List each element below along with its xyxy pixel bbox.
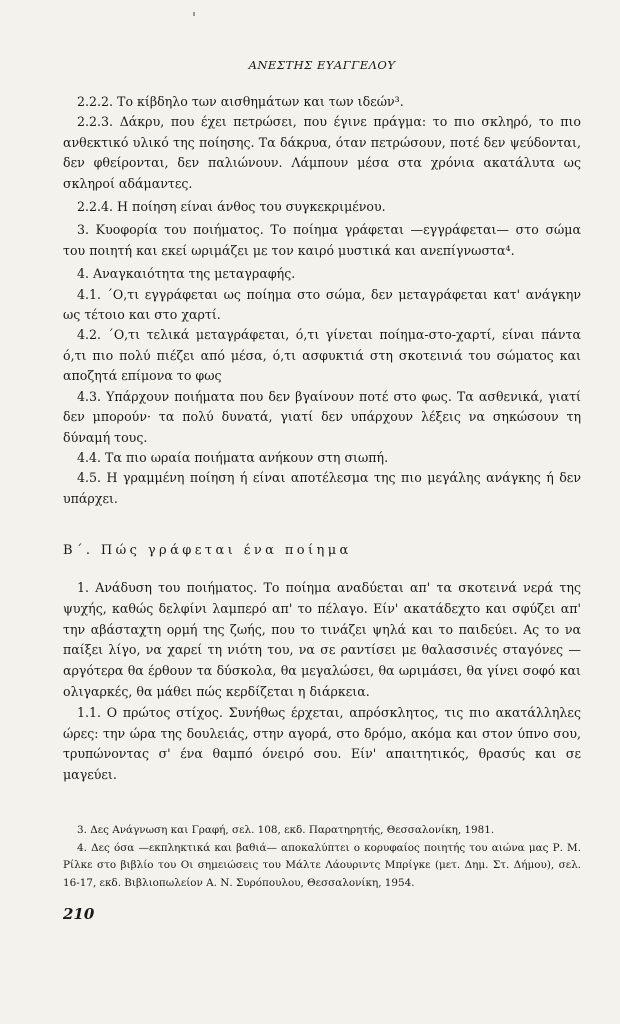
paragraph-4-2: 4.2. ΄Ο,τι τελικά μεταγράφεται, ό,τι γίνεται ποίημα-στο-χαρτί, είναι πάντα ό,τι πιο πολύ πιέζει από μέσα, ό,τι ασφυκτιά στη σκοτεινιά του σώματος και αποζητά επίμονα το φως xyxy=(63,327,581,384)
paragraph-2-2-4: 2.2.4. Η ποίηση είναι άνθος του συγκεκριμένου. xyxy=(77,199,386,215)
paragraph-2-2-3: 2.2.3. Δάκρυ, που έχει πετρώσει, που έγινε πράγμα: το πιο σκληρό, το πιο ανθεκτικό υλικό της ποίησης. Τα δάκρυα, όταν πετρώσουν, ποτέ δεν ψεύδονται, δεν φθείρονται, δεν παλιώνουν. Λάμπουν μέσα στα χρόνια ακατάλυτα ως σκληροί αδάμαντες. xyxy=(63,114,581,191)
page-number: 210 xyxy=(63,905,95,923)
section-title: Β΄. Πώς γράφεται ένα ποίημα xyxy=(63,543,352,558)
section-paragraph-1: 1. Ανάδυση του ποιήματος. Το ποίημα αναδύεται απ' τα σκοτεινά νερά της ψυχής, καθώς δελφίνι λαμπερό απ' το πέλαγο. Είν' ακατάδεχτο και σφύζει απ' την αβάσταχτη ορμή της ζωής, που το τινάζει ψηλά και το παιδεύει. Ας το να παίξει λίγο, να χαρεί τη νιότη του, να σε ραντίσει με θαλασσινές σταγόνες —αργότερα θα έρθουν τα δύσκολα, θα μεγαλώσει, θα ωριμάσει, θα γίνει σοφό και ολιγαρκές, θα μάθει πώς κερδίζεται η διάρκεια. xyxy=(63,580,581,699)
running-head: ΑΝΕΣΤΗΣ ΕΥΑΓΓΕΛΟΥ xyxy=(248,58,396,72)
body-text xyxy=(63,92,581,509)
paragraph-4-5: 4.5. Η γραμμένη ποίηση ή είναι αποτέλεσμα της πιο μεγάλης ανάγκης ή δεν υπάρχει. xyxy=(63,470,581,506)
paragraph-4-3: 4.3. Υπάρχουν ποιήματα που δεν βγαίνουν ποτέ στο φως. Τα ασθενικά, γιατί δεν μπορούν· τα πολύ δυνατά, γιατί δεν υπάρχουν λέξεις να σηκώσουν τη δύναμή τους. xyxy=(63,388,581,445)
section-body xyxy=(63,578,581,786)
footnote-3: 3. Δες Ανάγνωση και Γραφή, σελ. 108, εκδ. Παρατηρητής, Θεσσαλονίκη, 1981. xyxy=(77,824,495,836)
book-page xyxy=(63,0,581,1024)
footnotes xyxy=(63,822,581,892)
paragraph-3: 3. Κυοφορία του ποιήματος. Το ποίημα γράφεται —εγγράφεται— στο σώμα του ποιητή και εκεί ωριμάζει με τον καιρό μυστικά και ανεπίγνωστα⁴. xyxy=(63,222,581,258)
paragraph-4-4: 4.4. Τα πιο ωραία ποιήματα ανήκουν στη σιωπή. xyxy=(77,449,389,465)
paragraph-4: 4. Αναγκαιότητα της μεταγραφής. xyxy=(77,266,296,282)
section-paragraph-1-1: 1.1. Ο πρώτος στίχος. Συνήθως έρχεται, απρόσκλητος, τις πιο ακατάλληλες ώρες: την ώρα της δουλειάς, στην αγορά, στο δρόμο, ακόμα και στον ύπνο σου, τρυπώνοντας σ' ένα θαμπό όνειρό σου. Είν' απαιτητικός, θρασύς και σε μαγεύει. xyxy=(63,704,581,783)
paragraph-2-2-2: 2.2.2. Το κίβδηλο των αισθημάτων και των ιδεών³. xyxy=(77,94,404,109)
footnote-4: 4. Δες όσα —εκπληκτικά και βαθιά— αποκαλύπτει ο κορυφαίος ποιητής του αιώνα μας Ρ. Μ. Ρίλκε στο βιβλίο του Οι σημειώσεις του Μάλτε Λάουριντς Μπρίγκε (μετ. Δημ. Στ. Δήμου), σελ. 16-17, εκδ. Βιβλιοπωλείον Α. Ν. Συρόπουλου, Θεσσαλονίκη, 1954. xyxy=(63,841,581,889)
paragraph-4-1: 4.1. ΄Ο,τι εγγράφεται ως ποίημα στο σώμα, δεν μεταγράφεται κατ' ανάγκην ως τέτοιο και στο χαρτί. xyxy=(63,286,581,323)
